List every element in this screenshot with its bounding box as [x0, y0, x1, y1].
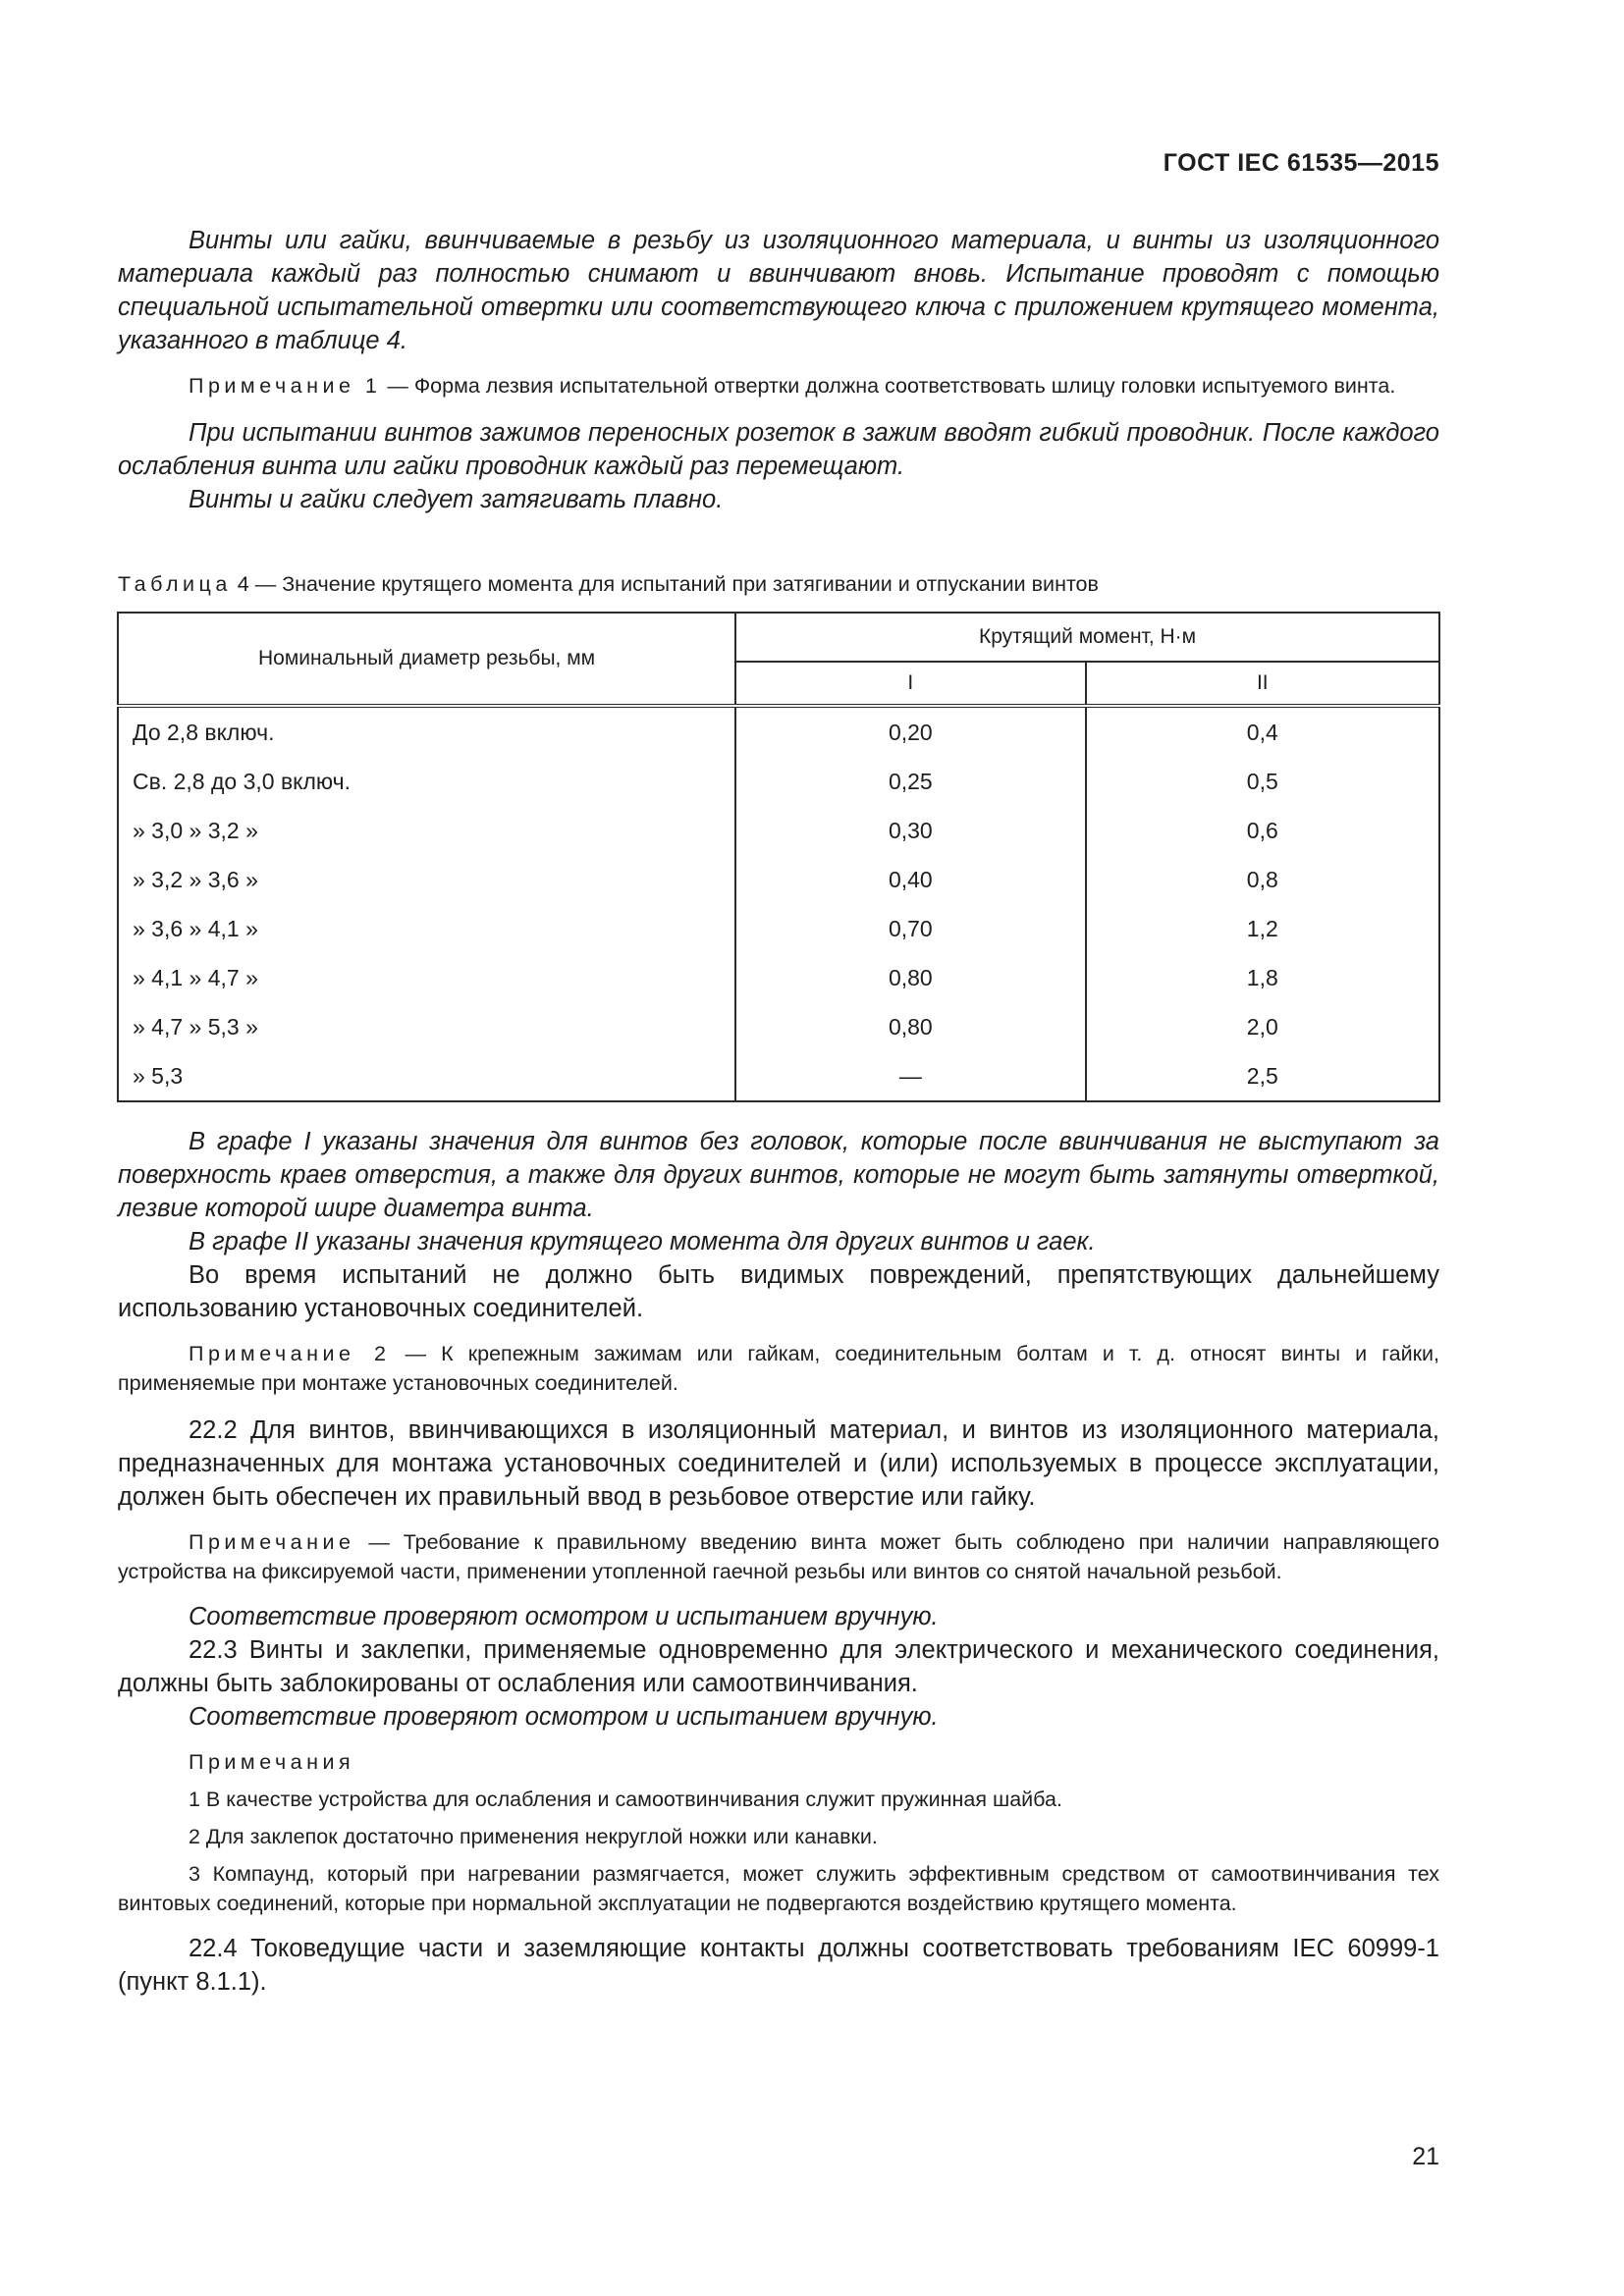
- cell-torque-I: 0,80: [735, 953, 1085, 1002]
- torque-table: [117, 612, 1440, 1102]
- col-header-torque: Крутящий момент, Н·м: [735, 613, 1439, 662]
- table-caption-label: Таблица: [118, 572, 232, 596]
- col-header-I: I: [735, 662, 1085, 706]
- note-1: [118, 371, 1439, 400]
- notes-title: Примечания: [189, 1750, 355, 1774]
- cell-diameter: » 5,3: [118, 1051, 735, 1101]
- table-row: [118, 855, 1439, 904]
- cell-torque-II: 1,8: [1086, 953, 1439, 1002]
- cell-torque-I: 0,80: [735, 1002, 1085, 1051]
- notes-item: 3 Компаунд, который при нагревании размягчается, может служить эффективным средством от самоотвинчивания тех винтовых соединений, которые при нормальной эксплуатации не подвергаются воздействию крутящего момента.: [118, 1862, 1439, 1915]
- note-3: [118, 1527, 1439, 1586]
- cell-torque-II: 2,5: [1086, 1051, 1439, 1101]
- table-row: [118, 806, 1439, 855]
- table-row: [118, 1002, 1439, 1051]
- table-row: [118, 757, 1439, 806]
- table-row: [118, 904, 1439, 953]
- paragraph-compliance-1: Соответствие проверяют осмотром и испытанием вручную.: [189, 1603, 939, 1630]
- note-2-text: — К крепежным зажимам или гайкам, соединительным болтам и т. д. относят винты и гайки, применяемые при монтаже установочных соединителей.: [118, 1342, 1439, 1395]
- note-1-text: — Форма лезвия испытательной отвертки должна соответствовать шлицу головки испытуемого винта.: [381, 374, 1396, 398]
- cell-diameter: » 3,6 » 4,1 »: [118, 904, 735, 953]
- cell-torque-II: 0,5: [1086, 757, 1439, 806]
- paragraph-22-4: 22.4 Токоведущие части и заземляющие контакты должны соответствовать требованиям IEC 60999-1 (пункт 8.1.1).: [118, 1935, 1439, 1996]
- notes-item: 1 В качестве устройства для ослабления и самоотвинчивания служит пружинная шайба.: [189, 1788, 1062, 1811]
- paragraph-screws-test: Винты или гайки, ввинчиваемые в резьбу из изоляционного материала, и винты из изоляционного материала каждый раз полностью снимают и ввинчивают вновь. Испытание проводят с помощью специальной испытательной отвертки или соответствующего ключа с приложением крутящего момента, указанного в таблице 4.: [118, 227, 1439, 354]
- cell-diameter: » 3,0 » 3,2 »: [118, 806, 735, 855]
- notes-item: 2 Для заклепок достаточно применения некруглой ножки или канавки.: [189, 1825, 878, 1848]
- cell-torque-II: 0,8: [1086, 855, 1439, 904]
- note-3-text: — Требование к правильному введению винта может быть соблюдено при наличии направляющего устройства на фиксируемой части, применении утопленной гаечной резьбы или винтов со снятой начальной резьбой.: [118, 1530, 1439, 1583]
- standard-header: ГОСТ IEC 61535—2015: [1163, 149, 1439, 177]
- table-row: [118, 953, 1439, 1002]
- col-header-diameter: Номинальный диаметр резьбы, мм: [118, 613, 735, 706]
- cell-torque-I: 0,40: [735, 855, 1085, 904]
- paragraph-no-damage: Во время испытаний не должно быть видимых повреждений, препятствующих дальнейшему использованию установочных соединителей.: [118, 1261, 1439, 1322]
- cell-torque-I: 0,25: [735, 757, 1085, 806]
- cell-diameter: До 2,8 включ.: [118, 706, 735, 757]
- paragraph-22-3: 22.3 Винты и заклепки, применяемые одновременно для электрического и механического соединения, должны быть заблокированы от ослабления или самоотвинчивания.: [118, 1636, 1439, 1697]
- paragraph-portable-sockets: При испытании винтов зажимов переносных розеток в зажим вводят гибкий проводник. После каждого ослабления винта или гайки проводник каждый раз перемещают.: [118, 419, 1439, 480]
- table-row: [118, 1051, 1439, 1101]
- paragraph-22-2: 22.2 Для винтов, ввинчивающихся в изоляционный материал, и винтов из изоляционного материала, предназначенных для монтажа установочных соединителей и (или) используемых в процессе эксплуатации, должен быть обеспечен их правильный ввод в резьбовое отверстие или гайку.: [118, 1416, 1439, 1511]
- table-row: [118, 706, 1439, 757]
- paragraph-compliance-2: Соответствие проверяют осмотром и испытанием вручную.: [189, 1703, 939, 1731]
- cell-diameter: » 3,2 » 3,6 »: [118, 855, 735, 904]
- cell-torque-I: —: [735, 1051, 1085, 1101]
- table-caption-text: 4 — Значение крутящего момента для испытаний при затягивании и отпускании винтов: [231, 572, 1099, 596]
- cell-diameter: » 4,1 » 4,7 »: [118, 953, 735, 1002]
- note-3-label: Примечание: [189, 1530, 355, 1554]
- paragraph-tighten-smoothly: Винты и гайки следует затягивать плавно.: [189, 486, 724, 513]
- col-header-II: II: [1086, 662, 1439, 706]
- cell-torque-II: 2,0: [1086, 1002, 1439, 1051]
- note-1-label: Примечание 1: [189, 374, 382, 398]
- cell-torque-II: 1,2: [1086, 904, 1439, 953]
- cell-torque-I: 0,30: [735, 806, 1085, 855]
- paragraph-column-I: В графе I указаны значения для винтов без головок, которые после ввинчивания не выступают за поверхность краев отверстия, а также для других винтов, которые не могут быть затянуты отверткой, лезвие которой шире диаметра винта.: [118, 1128, 1439, 1222]
- cell-torque-II: 0,6: [1086, 806, 1439, 855]
- cell-torque-II: 0,4: [1086, 706, 1439, 757]
- cell-torque-I: 0,20: [735, 706, 1085, 757]
- page-number: 21: [1412, 2143, 1439, 2170]
- cell-torque-I: 0,70: [735, 904, 1085, 953]
- note-2: [118, 1339, 1439, 1398]
- text-block-bottom: [118, 1125, 1439, 1999]
- paragraph-column-II: В графе II указаны значения крутящего момента для других винтов и гаек.: [189, 1228, 1096, 1255]
- cell-diameter: » 4,7 » 5,3 »: [118, 1002, 735, 1051]
- cell-diameter: Св. 2,8 до 3,0 включ.: [118, 757, 735, 806]
- table-caption: [118, 572, 1099, 597]
- text-block-top: [118, 224, 1439, 516]
- note-2-label: Примечание 2: [189, 1342, 391, 1365]
